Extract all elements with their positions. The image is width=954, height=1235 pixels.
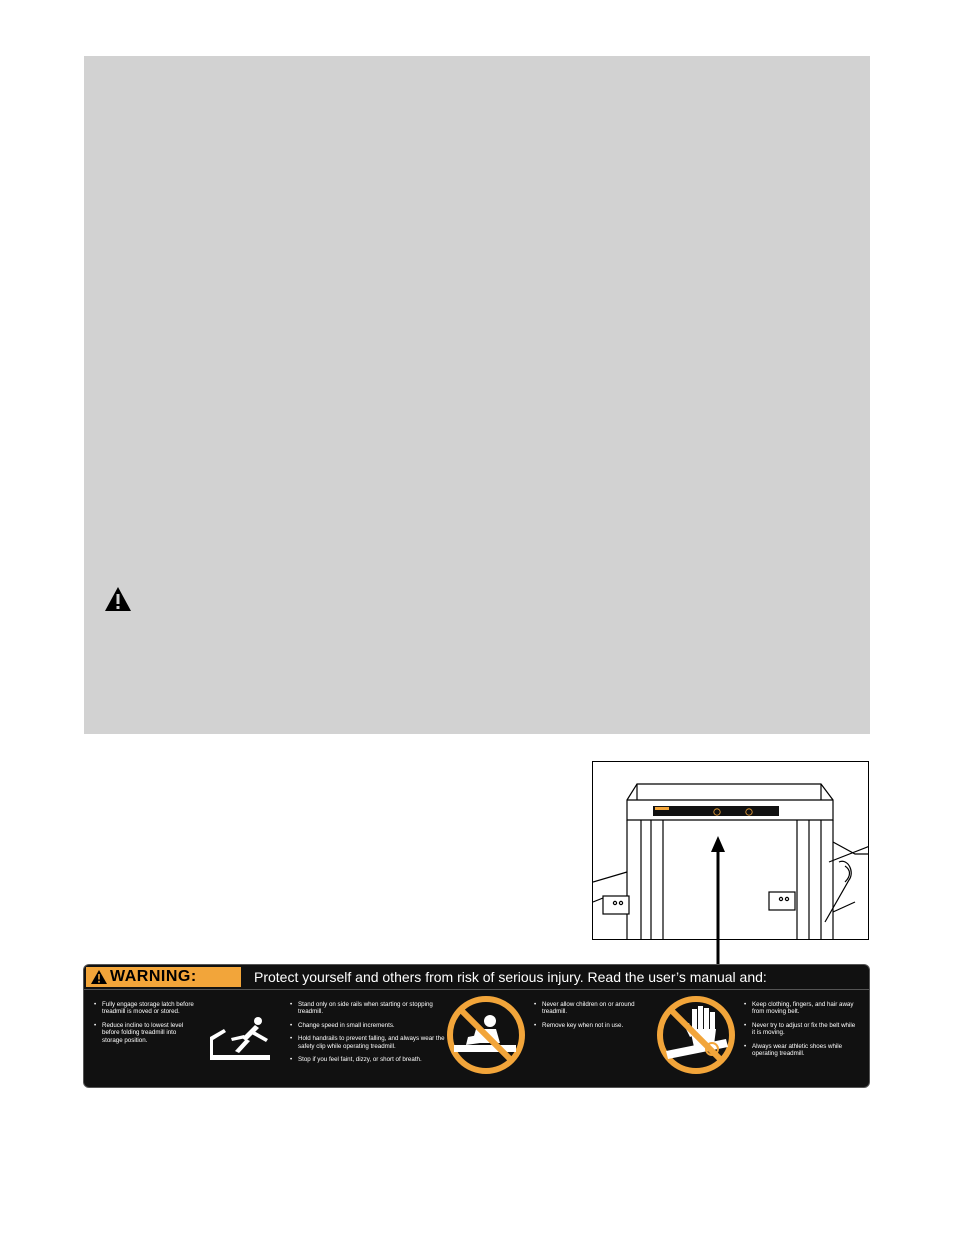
warning-label-header bbox=[84, 965, 869, 989]
warning-column-3 bbox=[534, 1001, 644, 1035]
warning-triangle-icon bbox=[91, 970, 107, 984]
warning-column-4 bbox=[744, 1001, 859, 1063]
falling-person-icon bbox=[206, 1009, 276, 1065]
warning-column-1 bbox=[94, 1001, 194, 1050]
warning-label bbox=[84, 965, 869, 1087]
divider bbox=[84, 989, 869, 990]
no-hands-icon bbox=[656, 995, 736, 1075]
list-item: • Never allow children on or around treadmill. bbox=[534, 1001, 644, 1016]
list-item: • Hold handrails to prevent falling, and always wear the safety clip while operating treadmill. bbox=[290, 1035, 450, 1050]
list-item: • Never try to adjust or fix the belt while it is moving. bbox=[744, 1022, 859, 1037]
list-item: • Keep clothing, fingers, and hair away from moving belt. bbox=[744, 1001, 859, 1016]
no-children-icon bbox=[446, 995, 526, 1075]
list-item: • Always wear athletic shoes while operating treadmill. bbox=[744, 1043, 859, 1058]
warning-column-2 bbox=[290, 1001, 450, 1069]
safety-text-panel bbox=[84, 56, 870, 734]
list-item: • Stand only on side rails when starting or stopping treadmill. bbox=[290, 1001, 450, 1016]
arrow-up-icon bbox=[708, 836, 728, 968]
treadmill-label-location-figure bbox=[592, 761, 869, 940]
list-item: • Fully engage storage latch before treadmill is moved or stored. bbox=[94, 1001, 194, 1016]
list-item: • Remove key when not in use. bbox=[534, 1022, 644, 1029]
list-item: • Reduce incline to lowest level before folding treadmill into storage position. bbox=[94, 1022, 194, 1044]
treadmill-upright-drawing bbox=[593, 762, 869, 940]
warning-tag-text: WARNING: bbox=[110, 968, 197, 985]
list-item: • Change speed in small increments. bbox=[290, 1022, 450, 1029]
warning-header-text: Protect yourself and others from risk of serious injury. Read the user’s manual and: bbox=[254, 969, 767, 985]
list-item: • Stop if you feel faint, dizzy, or short of breath. bbox=[290, 1056, 450, 1063]
warning-tag bbox=[86, 967, 241, 987]
warning-triangle-icon bbox=[104, 586, 132, 612]
